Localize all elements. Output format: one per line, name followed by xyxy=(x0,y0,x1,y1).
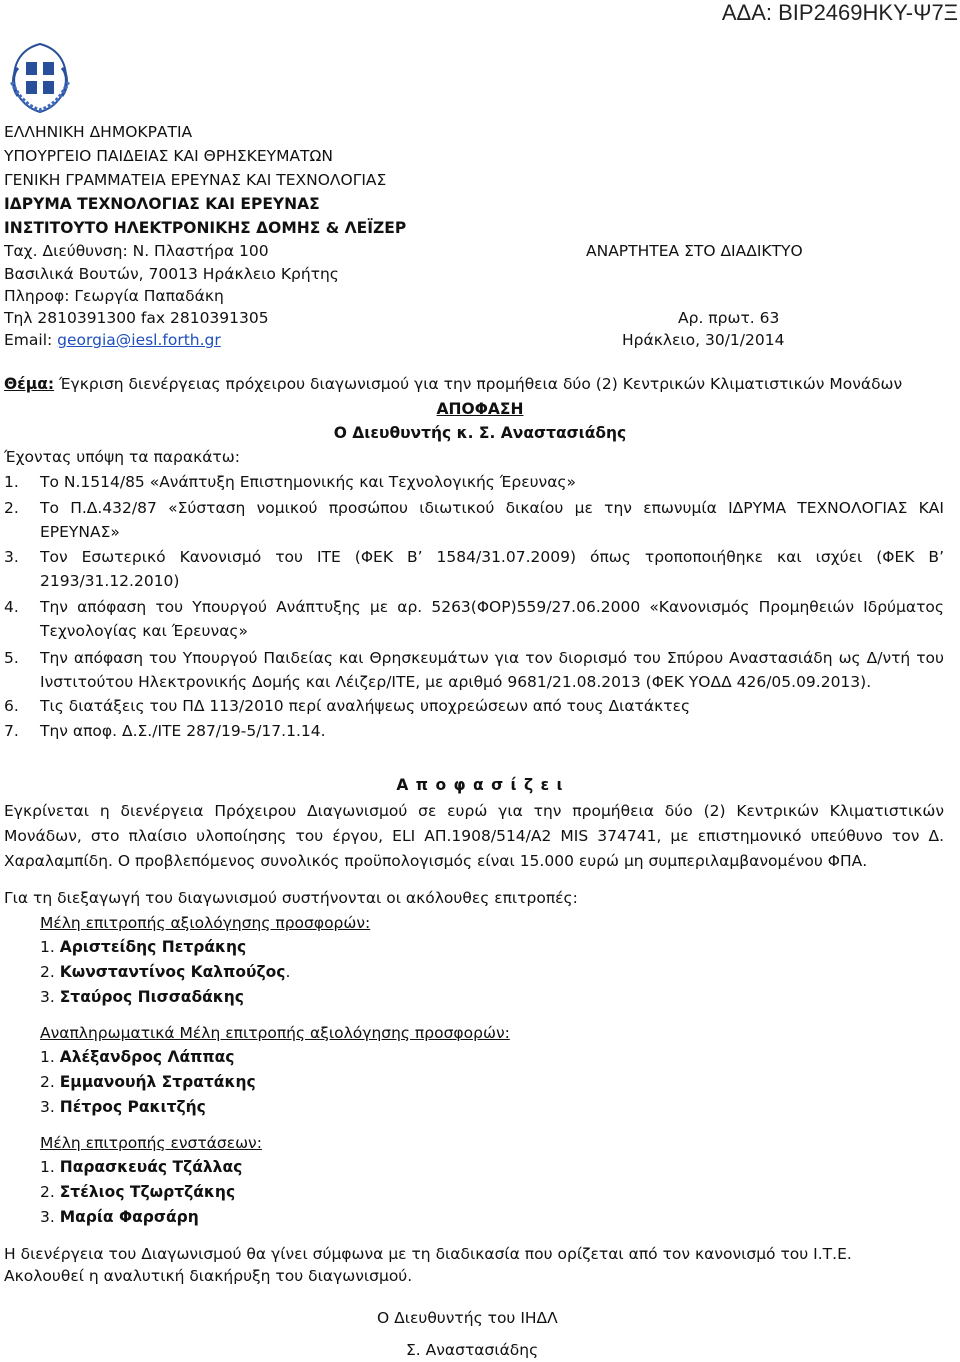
item-text: Το Ν.1514/85 «Ανάπτυξη Επιστημονικής και Τεχνολογικής Έρευνας» xyxy=(40,473,577,491)
signature-name: Σ. Αναστασιάδης xyxy=(406,1341,539,1359)
institution-name: ΙΔΡΥΜΑ ΤΕΧΝΟΛΟΓΙΑΣ ΚΑΙ ΕΡΕΥΝΑΣ xyxy=(4,195,320,213)
committee-member: 1. Αλέξανδρος Λάππας xyxy=(40,1048,235,1066)
item-number: 5. xyxy=(4,649,19,667)
member-name: Σταύρος Πισσαδάκης xyxy=(59,988,244,1006)
ada-code: ΑΔΑ: ΒΙΡ2469ΗΚΥ-Ψ7Ξ xyxy=(721,0,958,25)
header-line: ΥΠΟΥΡΓΕΙΟ ΠΑΙΔΕΙΑΣ ΚΑΙ ΘΡΗΣΚΕΥΜΑΤΩΝ xyxy=(4,147,333,165)
item-number: 1. xyxy=(4,473,19,491)
city: Βασιλικά Βουτών, 70013 Ηράκλειο Κρήτης xyxy=(4,265,339,283)
item-text: Την απόφαση του Υπουργού Ανάπτυξης με αρ. 5263(ΦΟΡ)559/27.06.2000 «Κανονισμός Προμηθειών Ιδρύματος Τεχνολογίας και Έρευνας» xyxy=(40,598,944,640)
member-name: Μαρία Φαρσάρη xyxy=(59,1208,199,1226)
closing-line: Η διενέργεια του Διαγωνισμού θα γίνει σύμφωνα με τη διαδικασία που ορίζεται από τον κανονισμό του Ι.Τ.Ε. xyxy=(4,1245,852,1263)
member-name: Πέτρος Ρακιτζής xyxy=(59,1098,206,1116)
item-number: 6. xyxy=(4,697,19,715)
director-line: Ο Διευθυντής κ. Σ. Αναστασιάδης xyxy=(333,424,627,442)
closing-line: Ακολουθεί η αναλυτική διακήρυξη του διαγωνισμού. xyxy=(4,1267,413,1285)
committee-member: 2. Κωνσταντίνος Καλπούζος. xyxy=(40,963,291,981)
address: Ταχ. Διεύθυνση: Ν. Πλαστήρα 100 xyxy=(4,242,269,260)
subject-text: Έγκριση διενέργειας πρόχειρου διαγωνισμού για την προμήθεια δύο (2) Κεντρικών Κλιματιστικών Μονάδων xyxy=(54,375,903,393)
committee-member: 2. Εμμανουήλ Στρατάκης xyxy=(40,1073,256,1091)
committees-intro: Για τη διεξαγωγή του διαγωνισμού συστήνονται οι ακόλουθες επιτροπές: xyxy=(4,889,578,907)
email-label: Email: xyxy=(4,331,58,349)
member-name: Αλέξανδρος Λάππας xyxy=(59,1048,235,1066)
email-link[interactable]: georgia@iesl.forth.gr xyxy=(57,331,221,349)
member-name: Εμμανουήλ Στρατάκης xyxy=(59,1073,256,1091)
decides-text: Εγκρίνεται η διενέργεια Πρόχειρου Διαγωνισμού σε ευρώ για την προμήθεια δύο (2) Κεντρικών Κλιματιστικών Μονάδων, στο πλαίσιο υλοποίησης του έργου, ELI ΑΠ.1908/514/Α2 MIS 374741, με επιστημονικό υπεύθυνο τον Δ. Χαραλαμπίδη. Ο προβλεπόμενος συνολικός προϋπολογισμός είναι 15.000 ευρώ μη συμπεριλαμβανομένου ΦΠΑ. xyxy=(4,802,944,870)
decision-title: ΑΠΟΦΑΣΗ xyxy=(436,400,524,418)
subject-line xyxy=(4,372,902,396)
contact: Πληροφ: Γεωργία Παπαδάκη xyxy=(4,287,224,305)
decides-title: Α π ο φ α σ ί ζ ε ι xyxy=(396,776,564,794)
committee-title: Μέλη επιτροπής ενστάσεων: xyxy=(40,1134,262,1152)
protocol-number: Αρ. πρωτ. 63 xyxy=(678,309,780,327)
subject-label: Θέμα: xyxy=(4,375,55,393)
phone: Τηλ 2810391300 fax 2810391305 xyxy=(4,309,269,327)
header-line: ΓΕΝΙΚΗ ΓΡΑΜΜΑΤΕΙΑ ΕΡΕΥΝΑΣ ΚΑΙ ΤΕΧΝΟΛΟΓΙΑΣ xyxy=(4,171,387,189)
publish-note: ΑΝΑΡΤΗΤΕΑ ΣΤΟ ΔΙΑΔΙΚΤΥΟ xyxy=(586,242,803,260)
considering-intro: Έχοντας υπόψη τα παρακάτω: xyxy=(4,448,240,466)
member-name: Αριστείδης Πετράκης xyxy=(59,938,247,956)
committee-title: Αναπληρωματικά Μέλη επιτροπής αξιολόγησης προσφορών: xyxy=(40,1024,510,1042)
committee-title: Μέλη επιτροπής αξιολόγησης προσφορών: xyxy=(40,914,371,932)
item-text: Το Π.Δ.432/87 «Σύσταση νομικού προσώπου ιδιωτικού δικαίου με την επωνυμία ΙΔΡΥΜΑ ΤΕΧΝΟΛΟΓΙΑΣ ΚΑΙ ΕΡΕΥΝΑΣ» xyxy=(40,499,944,541)
committee-member: 1. Παρασκευάς Τζάλλας xyxy=(40,1158,243,1176)
committee-member: 3. Πέτρος Ρακιτζής xyxy=(40,1098,206,1116)
member-name: Παρασκευάς Τζάλλας xyxy=(59,1158,243,1176)
item-number: 7. xyxy=(4,722,19,740)
item-text: Την απόφαση του Υπουργού Παιδείας και Θρησκευμάτων για τον διορισμό του Σπύρου Αναστασιάδη ως Δ/ντή του Ινστιτούτου Ηλεκτρονικής Δομής και Λέιζερ/ΙΤΕ, με αριθμό 9681/21.08.2013 (ΦΕΚ ΥΟΔΔ 426/05.09.2013). xyxy=(40,649,944,691)
committee-member: 3. Σταύρος Πισσαδάκης xyxy=(40,988,244,1006)
item-text: Τον Εσωτερικό Κανονισμό του ΙΤΕ (ΦΕΚ Β’ 1584/31.07.2009) όπως τροποποιήθηκε και ισχύει (ΦΕΚ Β’ 2193/31.12.2010) xyxy=(40,548,944,590)
committee-member: 3. Μαρία Φαρσάρη xyxy=(40,1208,199,1226)
header-line: ΕΛΛΗΝΙΚΗ ΔΗΜΟΚΡΑΤΙΑ xyxy=(4,123,193,141)
item-number: 3. xyxy=(4,548,19,566)
institute-name: ΙΝΣΤΙΤΟΥΤΟ ΗΛΕΚΤΡΟΝΙΚΗΣ ΔΟΜΗΣ & ΛΕΪΖΕΡ xyxy=(4,219,407,237)
item-number: 2. xyxy=(4,499,19,517)
member-name: Στέλιος Τζωρτζάκης xyxy=(59,1183,236,1201)
signature-title: Ο Διευθυντής του ΙΗΔΛ xyxy=(377,1309,558,1327)
place-date: Ηράκλειο, 30/1/2014 xyxy=(622,331,785,349)
item-text: Τις διατάξεις του ΠΔ 113/2010 περί αναλήψεως υποχρεώσεων από τους Διατάκτες xyxy=(40,697,691,715)
email-line xyxy=(4,328,221,352)
item-number: 4. xyxy=(4,598,19,616)
committee-member: 1. Αριστείδης Πετράκης xyxy=(40,938,247,956)
greek-emblem-icon xyxy=(4,38,76,116)
committee-member: 2. Στέλιος Τζωρτζάκης xyxy=(40,1183,236,1201)
member-name: Κωνσταντίνος Καλπούζος xyxy=(59,963,286,981)
item-text: Την αποφ. Δ.Σ./ΙΤΕ 287/19-5/17.1.14. xyxy=(40,722,326,740)
